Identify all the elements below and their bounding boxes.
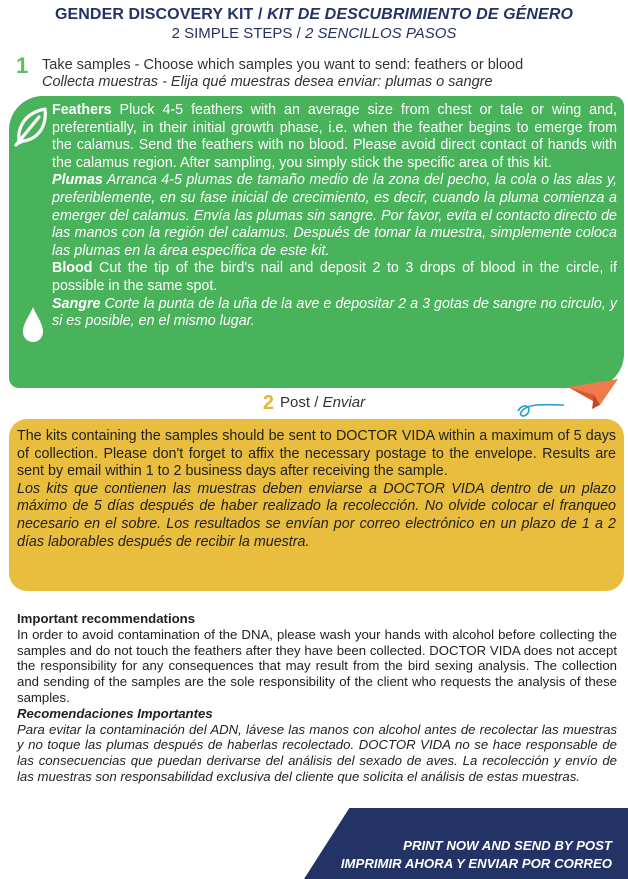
feathers-label: Feathers: [52, 102, 112, 118]
blood-es: [52, 296, 617, 331]
post-text-en: The kits containing the samples should be sent to DOCTOR VIDA within a maximum of 5 days of collection. Please don't forget to affix the necessary postage to the envelope. Results are sent by email within 1 to 2 business days after receiving the sample.: [17, 428, 616, 480]
blood-label: Blood: [52, 260, 93, 277]
step1-number: 1: [16, 53, 29, 78]
leaf-icon: [13, 105, 49, 147]
feathers-es: [52, 172, 617, 260]
feathers-en: [52, 102, 617, 172]
step1-text-en: Take samples - Choose which samples you want to send: feathers or blood: [42, 57, 524, 73]
title-separator: /: [253, 6, 268, 23]
title-es: KIT DE DESCUBRIMIENTO DE GÉNERO: [267, 6, 574, 23]
footer-text: [300, 837, 612, 873]
plumas-label: Plumas: [52, 172, 103, 189]
recommendations-text-en: In order to avoid contamination of the DNA, please wash your hands with alcohol before collecting the samples and do not touch the feathers after they have been collected. DOCTOR VIDA does not accept the responsibility for any consequences that may result from the bird sexing analysis. The collection and sending of the samples are the sole responsibility of the client who requests the analysis of these samples.: [17, 626, 617, 705]
step2-text-en: Post: [280, 394, 311, 411]
page-title: [0, 6, 628, 24]
paper-plane-icon: [514, 375, 624, 423]
recommendations: [17, 611, 617, 785]
blood-text-es: Corte la punta de la uña de la ave e depositar 2 a 3 gotas de sangre no circulo, y si es posible, en el mismo lugar.: [52, 295, 617, 330]
post-text-es: Los kits que contienen las muestras deben enviarse a DOCTOR VIDA dentro de un plazo máximo de 5 días después de haber realizado la recolección. No olvide colocar el franqueo necesario en el sobre. Los resultados se envían por correo electrónico en un plazo de 1 a 2 días laborables después de recibir la muestra.: [17, 480, 616, 550]
recommendations-text-es: Para evitar la contaminación del ADN, lávese las manos con alcohol antes de recolectar las muestras y no toque las plumas después de haberlas recolectado. DOCTOR VIDA no se hace responsable de las consecuencias que puedan derivarse del análisis del sexado de aves. La recolección y envío de las muestras son responsabilidad exclusiva del cliente que solicita el análisis de estas muestras.: [17, 721, 617, 784]
footer-line-en: PRINT NOW AND SEND BY POST: [403, 838, 612, 853]
sangre-label: Sangre: [52, 295, 101, 312]
subtitle-separator: /: [292, 25, 305, 42]
feathers-text-es: Arranca 4-5 plumas de tamaño medio de la zona del pecho, la cola o las alas y, preferiblemente, en su fase inicial de crecimiento, es decir, cuando la pluma comienza a emerger del calamus. Envía las plumas sin sangre. Por favor, evita el contacto directo de las manos con la región del calamus. Después de tomar la muestra, simplemente coloca las plumas en la área específica de este kit.: [52, 172, 617, 259]
post-text: [17, 428, 616, 551]
title-en: GENDER DISCOVERY KIT: [54, 6, 254, 23]
step2-text-es: Enviar: [322, 394, 366, 411]
drop-icon: [20, 305, 46, 345]
step1-text-es: Collecta muestras - Elija qué muestras desea enviar: plumas o sangre: [42, 74, 493, 90]
blood-en: [52, 260, 617, 295]
feathers-text-en: Pluck 4-5 feathers with an average size from chest or tale or wing and, preferentially, in their initial growth phase, i.e. when the feather begins to emerge from the calamus. Send the feathers with no blood. Please avoid direct contact of hands with the calamus region. After sampling, you simply stick the specific area of this kit.: [52, 102, 617, 171]
subtitle-en: 2 SIMPLE STEPS: [171, 25, 293, 42]
subtitle-es: 2 SENCILLOS PASOS: [304, 25, 457, 42]
samples-text: [52, 102, 617, 331]
blood-text-en: Cut the tip of the bird's nail and deposit 2 to 3 drops of blood in the circle, if possible in the same spot.: [52, 260, 617, 294]
recommendations-heading-es: Recomendaciones Importantes: [17, 705, 213, 721]
page-subtitle: [0, 25, 628, 42]
recommendations-heading-en: Important recommendations: [17, 611, 196, 626]
footer-line-es: IMPRIMIR AHORA Y ENVIAR POR CORREO: [340, 856, 612, 871]
step2-number: 2: [262, 392, 275, 414]
step2-separator: /: [310, 394, 323, 411]
